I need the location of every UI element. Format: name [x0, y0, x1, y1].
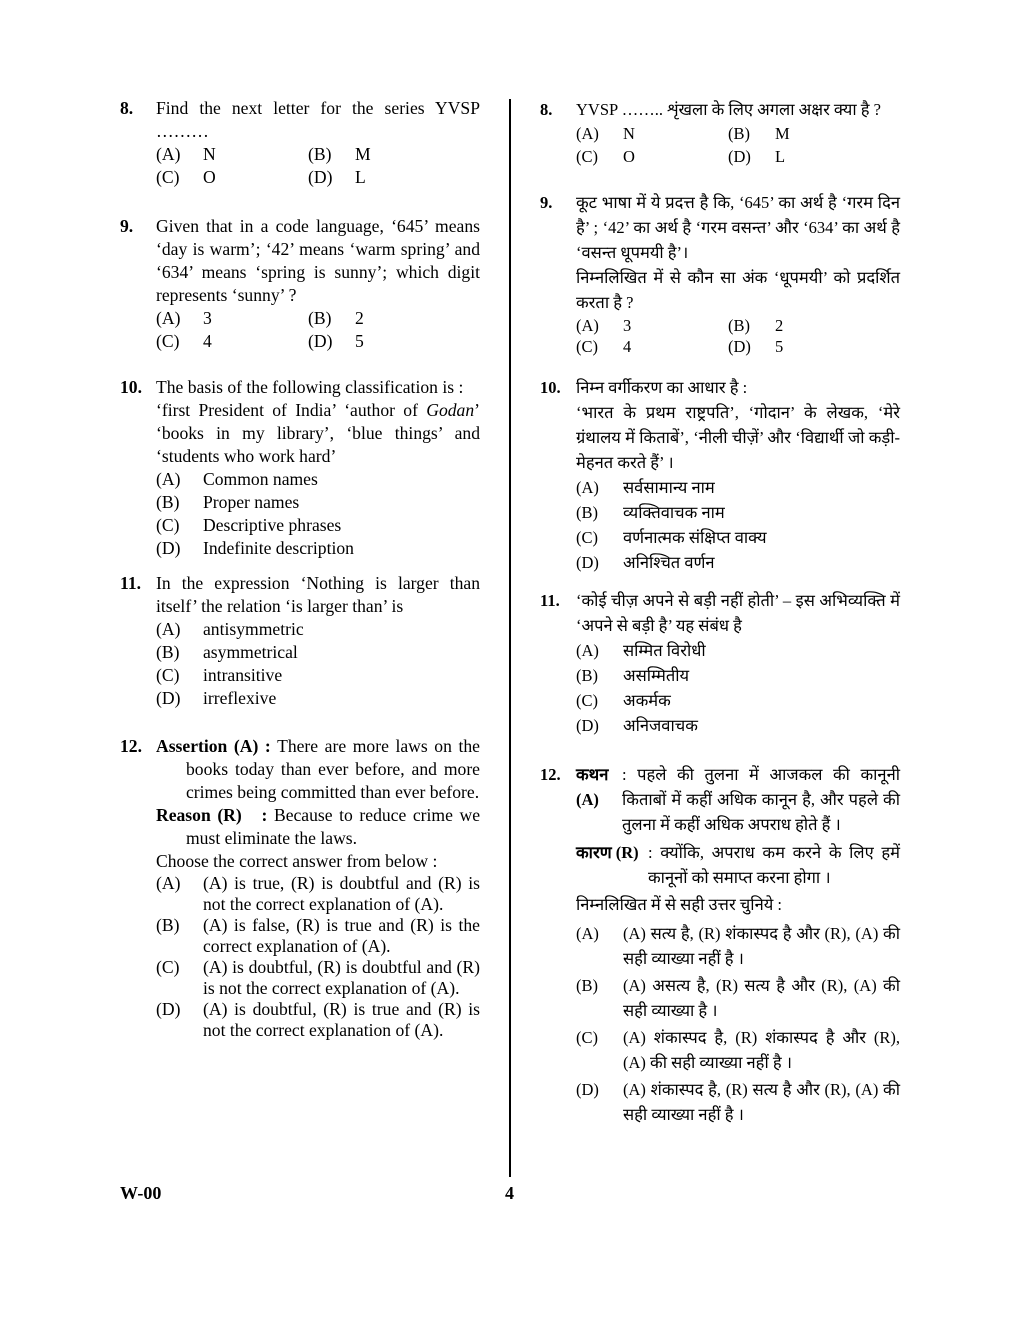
- question-text: कूट भाषा में ये प्रदत्त है कि, ‘645’ का अर्थ है ‘गरम दिन है’ ; ‘42’ का अर्थ है ‘गरम वसन्त’ और ‘634’ का अर्थ है ‘वसन्त धूपमयी है’।: [576, 193, 900, 262]
- option-text: (A) is doubtful, (R) is doubtful and (R) is not the correct explanation of (A).: [203, 957, 480, 998]
- question-8: [540, 97, 900, 168]
- example-text: ’ ‘books in my library’, ‘blue things’ and ‘students who work hard’: [156, 400, 480, 466]
- question-9: [540, 190, 900, 357]
- option-text: 5: [775, 337, 784, 356]
- option-a: [576, 921, 900, 971]
- option-text: O: [203, 167, 216, 187]
- option-text: (A) is true, (R) is doubtful and (R) is not the correct explanation of (A).: [203, 873, 480, 914]
- option-a: [576, 122, 728, 145]
- assertion-text: : पहले की तुलना में आजकल की कानूनी किताबों में कहीं अधिक कानून है, और पहले की तुलना में कहीं अधिक अपराध होते हैं ।: [622, 765, 900, 834]
- question-number: 12.: [540, 765, 561, 784]
- option-a: [156, 618, 480, 641]
- option-c: [156, 664, 480, 687]
- column-divider: [509, 99, 511, 1177]
- option-label: (A): [576, 641, 599, 660]
- option-label: (C): [156, 331, 180, 351]
- question-number: 11.: [120, 573, 142, 593]
- option-text: सर्वसामान्य नाम: [623, 478, 715, 497]
- question-10: [540, 375, 900, 575]
- option-text: N: [203, 144, 216, 164]
- option-label: (A): [156, 469, 181, 489]
- options: [156, 143, 480, 189]
- option-label: (C): [576, 337, 598, 356]
- option-text: अनिजवाचक: [623, 716, 698, 735]
- option-a: [576, 315, 728, 336]
- option-text: Proper names: [203, 492, 300, 512]
- reason-colon: :: [261, 805, 268, 825]
- option-text: irreflexive: [203, 688, 277, 708]
- option-text: अकर्मक: [623, 691, 671, 710]
- option-c: [156, 514, 480, 537]
- option-b: [576, 500, 900, 525]
- page-number: 4: [505, 1183, 514, 1203]
- option-text: 4: [203, 331, 212, 351]
- option-text: M: [775, 124, 790, 143]
- example-italic: Godan: [426, 400, 475, 420]
- question-text: YVSP …….. शृंखला के लिए अगला अक्षर क्या है ?: [576, 100, 881, 119]
- reason-text: Because to reduce crime we must eliminate the laws.: [186, 805, 481, 848]
- question-number: 9.: [120, 216, 134, 236]
- option-c: [576, 145, 728, 168]
- option-label: (A): [156, 873, 181, 893]
- option-text: 2: [355, 308, 364, 328]
- question-12: [120, 735, 480, 1041]
- option-d: [308, 166, 468, 189]
- option-text: intransitive: [203, 665, 283, 685]
- question-number: 12.: [120, 736, 142, 756]
- option-label: (C): [576, 691, 598, 710]
- option-text: antisymmetric: [203, 619, 304, 639]
- option-a: [156, 873, 480, 915]
- option-text: असम्मितीय: [623, 666, 690, 685]
- option-c: [576, 688, 900, 713]
- option-b: [308, 307, 468, 330]
- question-text: ‘कोई चीज़ अपने से बड़ी नहीं होती’ – इस अभिव्यक्ति में ‘अपने से बड़ी है’ यह संबंध है: [576, 591, 900, 635]
- option-label: (B): [576, 976, 598, 995]
- option-b: [576, 973, 900, 1023]
- option-c: [156, 957, 480, 999]
- option-label: (D): [308, 331, 333, 351]
- option-text: (A) शंकास्पद है, (R) शंकास्पद है और (R), (A) की सही व्याख्या नहीं है ।: [623, 1028, 900, 1072]
- option-text: 5: [355, 331, 364, 351]
- question-number: 8.: [120, 98, 134, 118]
- option-label: (C): [156, 515, 180, 535]
- option-text: M: [355, 144, 371, 164]
- question-text: Find the next letter for the series YVSP ………: [156, 98, 480, 141]
- reason-label: कारण (R): [576, 843, 639, 862]
- option-text: 3: [623, 316, 632, 335]
- option-text: सम्मित विरोधी: [623, 641, 706, 660]
- option-d: [156, 537, 480, 560]
- question-12: [540, 762, 900, 1127]
- option-label: (A): [156, 308, 181, 328]
- option-text: (A) is false, (R) is true and (R) is the correct explanation of (A).: [203, 915, 480, 956]
- option-text: Descriptive phrases: [203, 515, 342, 535]
- option-label: (C): [576, 1028, 598, 1047]
- paper-code: W-00: [120, 1183, 162, 1203]
- option-c: [576, 525, 900, 550]
- instruction: निम्नलिखित में से सही उत्तर चुनिये :: [576, 895, 782, 914]
- option-text: वर्णनात्मक संक्षिप्त वाक्य: [623, 528, 767, 547]
- option-text: अनिश्चित वर्णन: [623, 553, 715, 572]
- hindi-column: [540, 97, 900, 1127]
- option-c: [576, 336, 728, 357]
- option-a: [156, 307, 308, 330]
- question-number: 11.: [540, 591, 560, 610]
- option-label: (D): [576, 553, 599, 572]
- option-text: 2: [775, 316, 784, 335]
- option-text: N: [623, 124, 635, 143]
- option-label: (A): [576, 478, 599, 497]
- option-d: [576, 550, 900, 575]
- options: [156, 307, 480, 353]
- option-label: (B): [728, 124, 750, 143]
- question-text: The basis of the following classification is :: [156, 377, 464, 397]
- option-label: (D): [308, 167, 333, 187]
- option-d: [576, 1077, 900, 1127]
- question-11: [540, 588, 900, 738]
- option-label: (A): [576, 924, 599, 943]
- option-c: [576, 1025, 900, 1075]
- option-d: [156, 687, 480, 710]
- option-label: (A): [156, 619, 181, 639]
- question-number: 9.: [540, 193, 553, 212]
- question-number: 8.: [540, 100, 553, 119]
- reason: [156, 804, 480, 850]
- option-text: Indefinite description: [203, 538, 354, 558]
- assertion: [576, 762, 900, 837]
- option-d: [728, 145, 888, 168]
- option-a: [576, 475, 900, 500]
- option-d: [308, 330, 468, 353]
- question-11: [120, 572, 480, 710]
- option-text: (A) सत्य है, (R) शंकास्पद है और (R), (A) की सही व्याख्या नहीं है ।: [623, 924, 900, 968]
- question-example: ‘भारत के प्रथम राष्ट्रपति’, ‘गोदान’ के लेखक, ‘मेरे ग्रंथालय में किताबें’, ‘नीली चीज़ें’ और ‘विद्यार्थी जो कड़ी-मेहनत करते हैं’ ।: [576, 403, 900, 472]
- option-text: L: [355, 167, 366, 187]
- option-b: [576, 663, 900, 688]
- question-9: [120, 215, 480, 353]
- question-text-2: निम्नलिखित में से कौन सा अंक ‘धूपमयी’ को प्रदर्शित करता है ?: [576, 268, 900, 312]
- options: [576, 122, 900, 168]
- example-text: ‘first President of India’ ‘author of: [156, 400, 427, 420]
- question-number: 10.: [120, 377, 142, 397]
- option-label: (D): [576, 716, 599, 735]
- question-text: In the expression ‘Nothing is larger than itself’ the relation ‘is larger than’ is: [156, 573, 480, 616]
- option-label: (C): [156, 665, 180, 685]
- option-label: (B): [156, 915, 180, 935]
- option-b: [308, 143, 468, 166]
- assertion-label: कथन (A): [576, 765, 609, 809]
- question-number: 10.: [540, 378, 561, 397]
- reason: [576, 840, 900, 890]
- assertion: [156, 735, 480, 804]
- reason-text: : क्योंकि, अपराध कम करने के लिए हमें कानूनों को समाप्त करना होगा ।: [648, 843, 900, 887]
- option-label: (A): [576, 316, 599, 335]
- option-text: 3: [203, 308, 212, 328]
- option-b: [728, 315, 888, 336]
- option-label: (D): [156, 538, 181, 558]
- option-text: 4: [623, 337, 632, 356]
- option-d: [156, 999, 480, 1041]
- option-label: (C): [576, 147, 598, 166]
- option-c: [156, 330, 308, 353]
- option-label: (B): [308, 308, 332, 328]
- option-label: (C): [156, 957, 180, 977]
- options: [576, 315, 900, 357]
- option-label: (B): [308, 144, 332, 164]
- question-10: [120, 376, 480, 560]
- option-b: [728, 122, 888, 145]
- option-text: (A) शंकास्पद है, (R) सत्य है और (R), (A) की सही व्याख्या नहीं है ।: [623, 1080, 900, 1124]
- option-label: (A): [156, 144, 181, 164]
- option-label: (D): [576, 1080, 599, 1099]
- option-a: [576, 638, 900, 663]
- option-b: [156, 491, 480, 514]
- option-d: [728, 336, 888, 357]
- option-label: (B): [576, 503, 598, 522]
- option-text: (A) असत्य है, (R) सत्य है और (R), (A) की सही व्याख्या है ।: [623, 976, 900, 1020]
- option-c: [156, 166, 308, 189]
- option-label: (B): [728, 316, 750, 335]
- option-label: (B): [156, 642, 180, 662]
- assertion-text: There are more laws on the books today than ever before, and more crimes being committed than ever before.: [186, 736, 480, 802]
- option-text: asymmetrical: [203, 642, 298, 662]
- option-label: (D): [156, 688, 181, 708]
- english-column: [120, 97, 480, 1041]
- option-text: (A) is doubtful, (R) is true and (R) is not the correct explanation of (A).: [203, 999, 480, 1040]
- option-b: [156, 641, 480, 664]
- option-text: L: [775, 147, 786, 166]
- option-label: (D): [728, 147, 751, 166]
- question-text: निम्न वर्गीकरण का आधार है :: [576, 378, 748, 397]
- option-a: [156, 468, 480, 491]
- option-text: व्यक्तिवाचक नाम: [623, 503, 725, 522]
- option-label: (C): [576, 528, 598, 547]
- question-text: Given that in a code language, ‘645’ means ‘day is warm’; ‘42’ means ‘warm spring’ and ‘634’ means ‘spring is sunny’; which digit represents ‘sunny’ ?: [156, 216, 480, 305]
- option-label: (D): [156, 999, 181, 1019]
- option-label: (A): [576, 124, 599, 143]
- question-example: [156, 399, 480, 468]
- reason-label: Reason (R): [156, 805, 242, 825]
- instruction: Choose the correct answer from below :: [156, 851, 438, 871]
- option-label: (B): [156, 492, 180, 512]
- option-text: O: [623, 147, 635, 166]
- option-label: (D): [728, 337, 751, 356]
- option-label: (C): [156, 167, 180, 187]
- option-text: Common names: [203, 469, 318, 489]
- option-b: [156, 915, 480, 957]
- question-8: [120, 97, 480, 189]
- option-label: (B): [576, 666, 598, 685]
- assertion-label: Assertion (A) :: [156, 736, 271, 756]
- option-d: [576, 713, 900, 738]
- option-a: [156, 143, 308, 166]
